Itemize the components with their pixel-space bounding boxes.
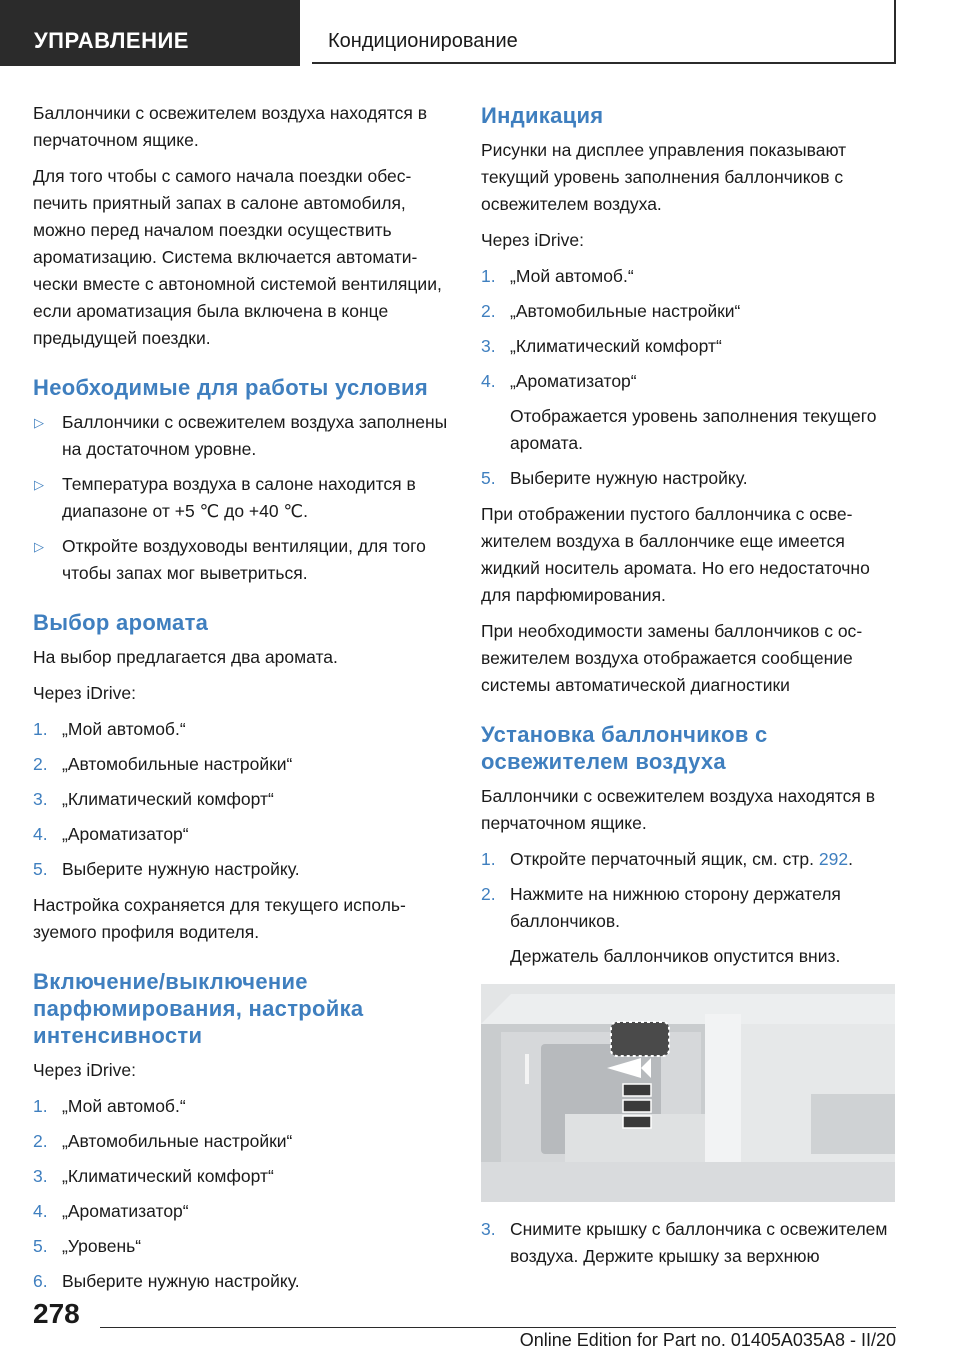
list-item: 2. „Автомобильные настройки“	[33, 754, 293, 774]
indication-via: Через iDrive:	[481, 230, 584, 250]
list-item: 5. Выберите нужную настройку.	[33, 859, 300, 879]
requirements-heading: Необходимые для работы условия	[33, 375, 428, 400]
choice-note: Настройка сохраняется для текущего используемого профиля водителя.	[33, 895, 406, 942]
indication-steps	[481, 263, 899, 492]
choice-intro: На выбор предлагается два аромата.	[33, 647, 338, 667]
chapter-title: Кондиционирование	[312, 0, 896, 64]
list-item: 6. Выберите нужную настройку.	[33, 1271, 300, 1291]
edition-note: Online Edition for Part no. 01405A035A8 - II/20	[519, 1330, 896, 1350]
choice-via: Через iDrive:	[33, 683, 136, 703]
left-column	[33, 100, 451, 1304]
onoff-via: Через iDrive:	[33, 1060, 136, 1080]
list-item: 4. „Ароматизатор“	[33, 824, 189, 844]
triangle-bullet-icon: ▷	[34, 477, 44, 492]
list-item: 2. „Автомобильные настройки“	[481, 301, 741, 321]
list-item: 2. Нажмите на нижнюю сторону держателя баллончиков. Держатель баллончиков опустится вниз.	[481, 884, 841, 966]
page-header	[0, 0, 960, 66]
right-column	[481, 100, 899, 1279]
page-footer	[0, 1290, 960, 1362]
install-intro: Баллончики с освежителем воздуха находятся в перчаточном ящике.	[481, 786, 876, 833]
page-number: 278	[33, 1298, 80, 1329]
list-item: 3. Снимите крышку с баллончика с освежителем воздуха. Держите крышку за верхнюю	[481, 1219, 888, 1266]
requirements-list	[33, 409, 451, 587]
replace-note: При необходимости замены баллончиков с освежителем воздуха отображается сообщение системы автоматической диагностики	[481, 621, 863, 695]
footer-divider	[100, 1327, 896, 1328]
intro-paragraph: Баллончики с освежителем воздуха находятся в перчаточном ящике.	[33, 103, 428, 150]
choice-steps	[33, 716, 451, 883]
section-title: УПРАВЛЕНИЕ	[0, 0, 300, 66]
install-steps-continued	[481, 1216, 899, 1270]
triangle-bullet-icon: ▷	[34, 539, 44, 554]
list-item: 5. Выберите нужную настройку.	[481, 468, 748, 488]
list-item: 1. „Мой автомоб.“	[33, 1096, 186, 1116]
list-item: ▷ Баллончики с освежителем воздуха заполнены на достаточном уровне.	[33, 409, 451, 463]
list-item: ▷ Температура воздуха в салоне находится в диапазоне от +5 ℃ до +40 ℃.	[33, 471, 451, 525]
list-item: 3. „Климатический комфорт“	[33, 789, 274, 809]
list-item: 1. Откройте перчаточный ящик, см. стр. 292.	[481, 849, 853, 869]
intro-paragraph-2: Для того чтобы с самого начала поездки обеспечить приятный запах в салоне автомобиля, можно перед началом поездки осуществить ароматизацию. Система включается автоматически вместе с автономной системой вентиляции, если ароматизация была включена в конце предыдущей поездки.	[33, 166, 442, 348]
list-item: 5. „Уровень“	[33, 1236, 142, 1256]
list-item: 1. „Мой автомоб.“	[33, 719, 186, 739]
list-item: 3. „Климатический комфорт“	[33, 1166, 274, 1186]
install-steps	[481, 846, 899, 970]
indication-heading: Индикация	[481, 103, 604, 128]
list-item: ▷ Откройте воздуховоды вентиляции, для того чтобы запах мог выветриться.	[33, 533, 451, 587]
install-heading: Установка баллончиков с освежителем воздуха	[481, 722, 768, 774]
triangle-bullet-icon: ▷	[34, 415, 44, 430]
list-item: 4. „Ароматизатор“ Отображается уровень заполнения текущего аромата.	[481, 371, 877, 453]
onoff-steps	[33, 1093, 451, 1295]
list-item: 1. „Мой автомоб.“	[481, 266, 634, 286]
list-item: 4. „Ароматизатор“	[33, 1201, 189, 1221]
list-item: 3. „Климатический комфорт“	[481, 336, 722, 356]
indication-intro: Рисунки на дисплее управления показывают текущий уровень заполнения баллончиков с освежителем воздуха.	[481, 140, 847, 214]
glovebox-photo	[481, 984, 895, 1202]
page-reference-link[interactable]: 292	[818, 849, 849, 869]
onoff-heading: Включение/выключение парфюмирования, настройка интенсивности	[33, 969, 364, 1048]
choice-heading: Выбор аромата	[33, 610, 209, 635]
list-item: 2. „Автомобильные настройки“	[33, 1131, 293, 1151]
empty-note: При отображении пустого баллончика с освежителем воздуха в баллончике еще имеется жидкий носитель аромата. Но его недостаточно для парфюмирования.	[481, 504, 870, 605]
